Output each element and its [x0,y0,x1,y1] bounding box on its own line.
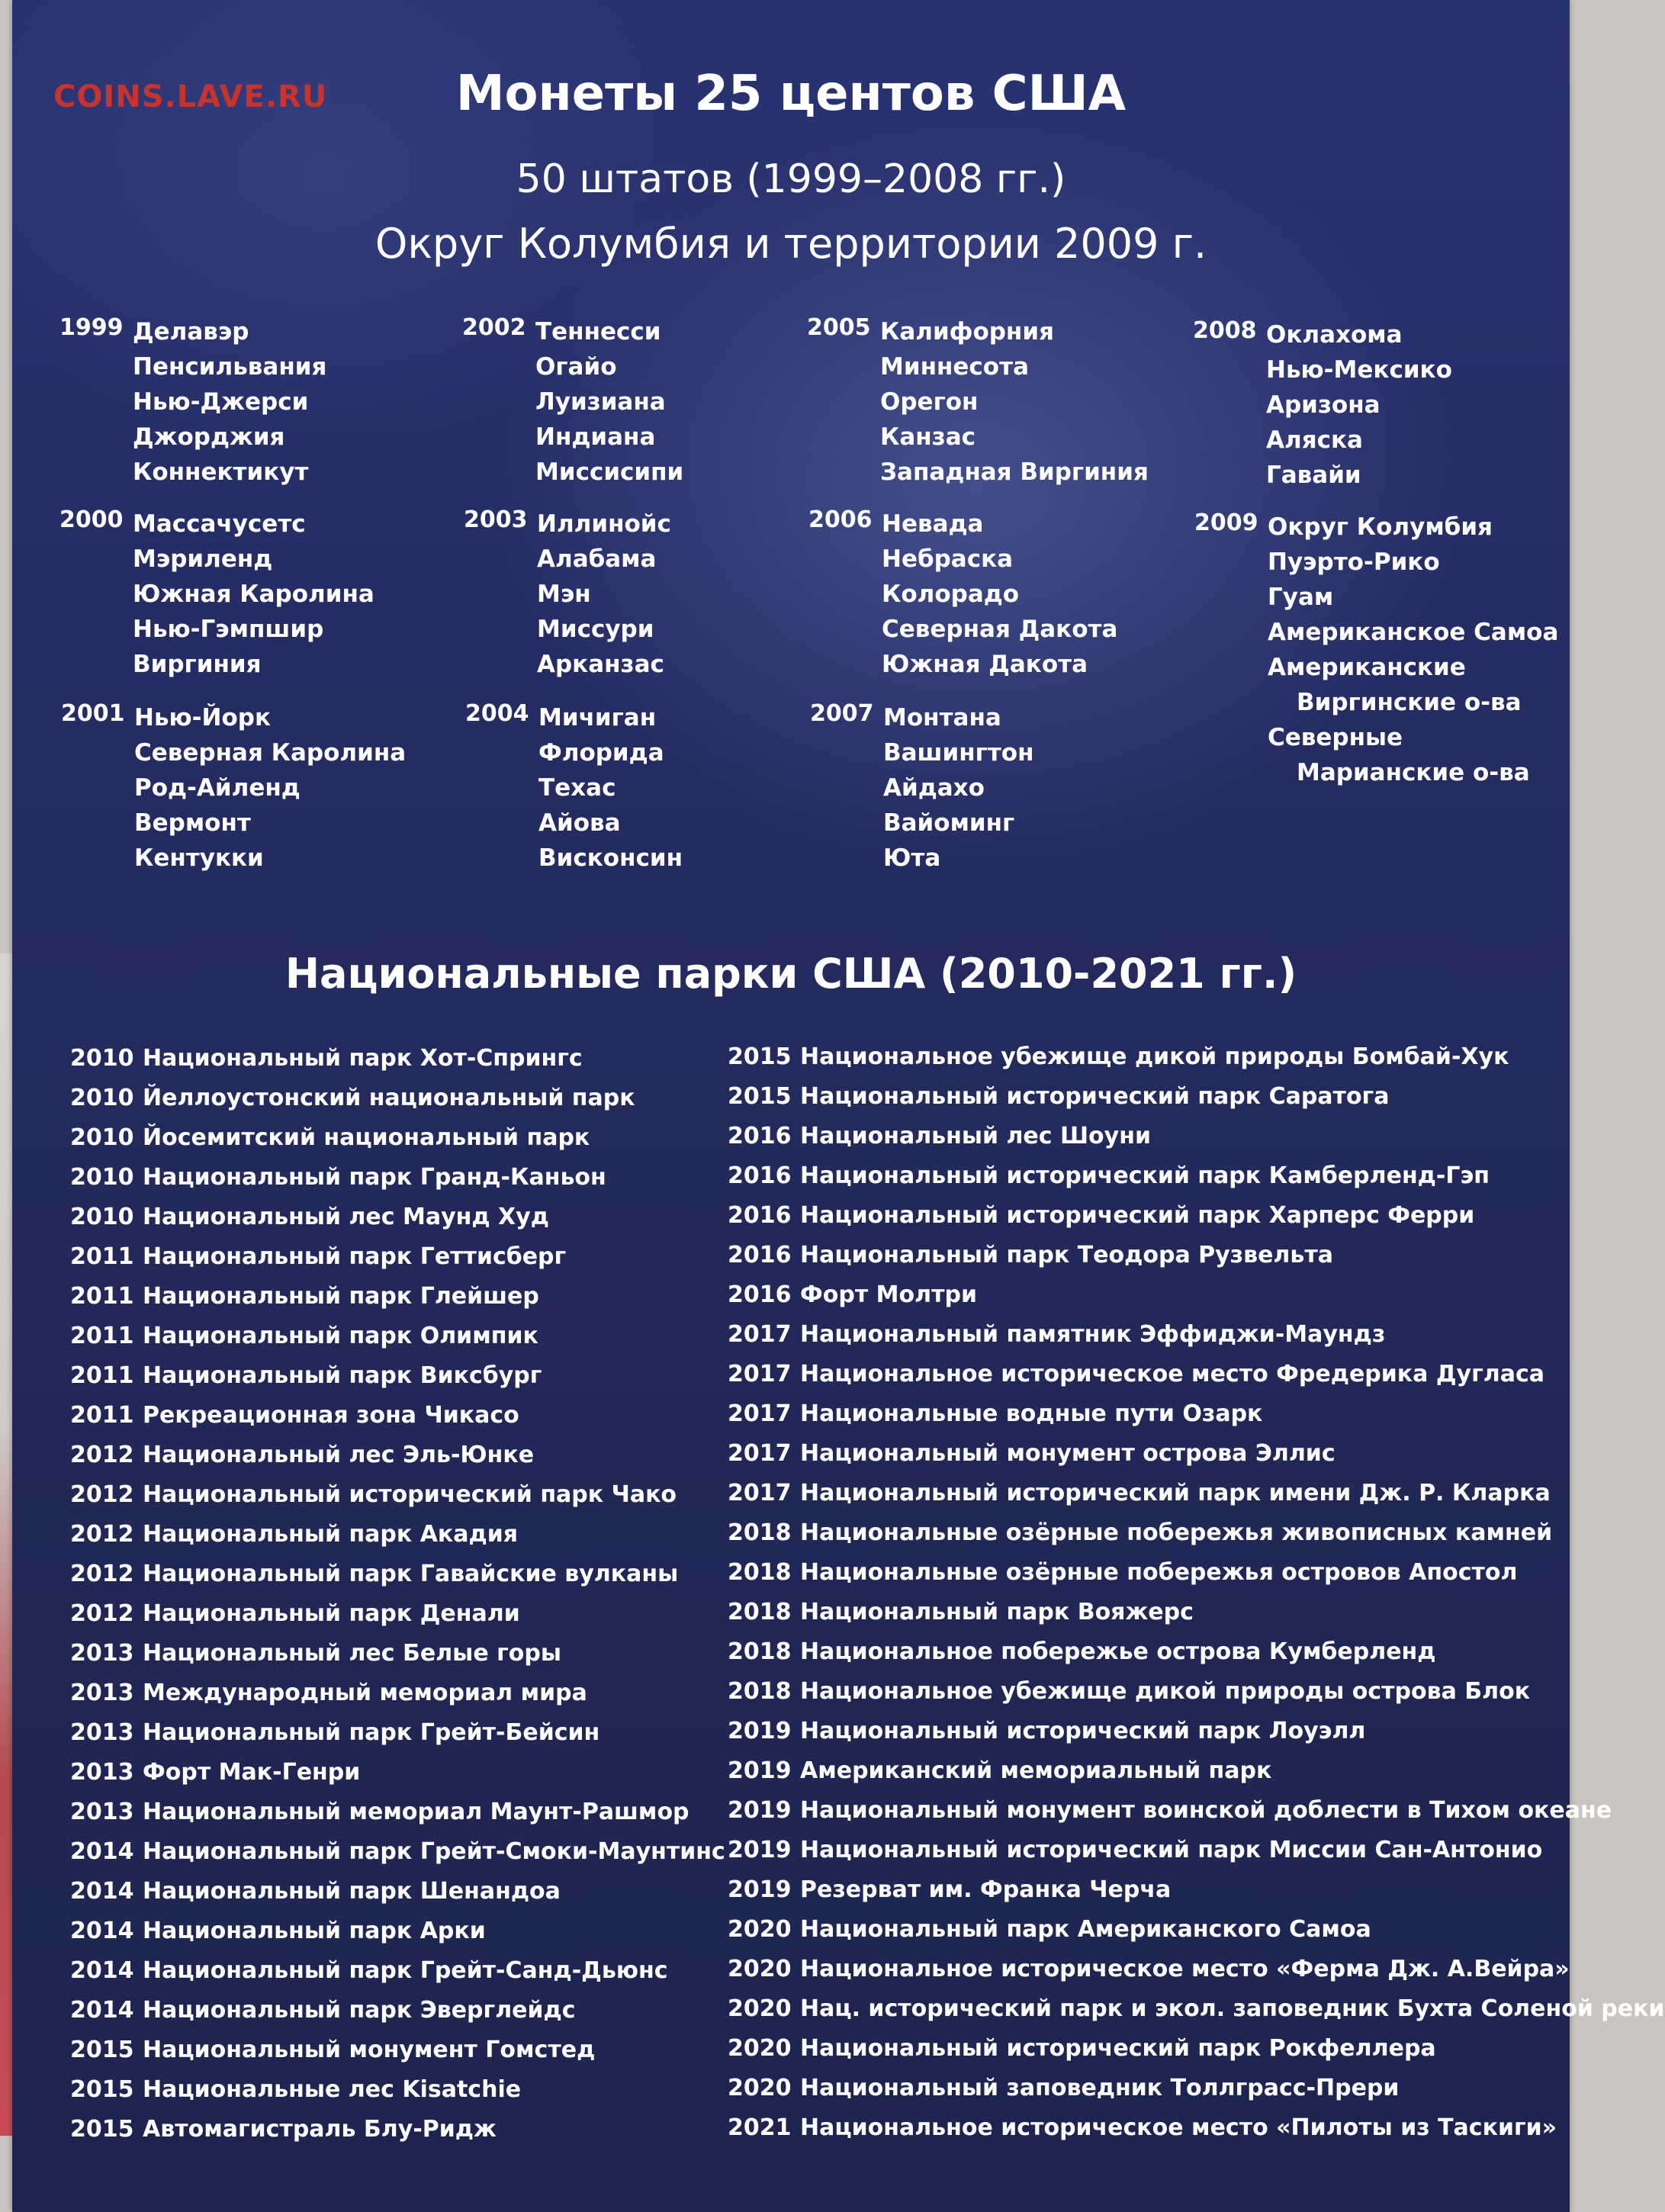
park-name: Национальные озёрные побережья островов Апостол [800,1559,1518,1586]
park-year: 2015 [70,2037,134,2063]
park-row [728,1513,1665,1553]
state-name: Делавэр [133,318,249,346]
watermark: COINS.LAVE.RU [53,79,328,114]
park-row [70,1911,725,1951]
park-year: 2010 [70,1085,134,1111]
state-name: Виргиния [133,651,262,678]
park-name: Национальное убежище дикой природы Бомбай-Хук [800,1043,1509,1070]
park-year: 2012 [70,1442,134,1468]
park-year: 2010 [70,1124,134,1151]
park-name: Йосемитский национальный парк [143,1124,590,1151]
state-name: Пуэрто-Рико [1268,548,1440,576]
state-year: 1999 [59,314,124,341]
park-year: 2019 [728,1876,792,1903]
state-name: Техас [538,774,616,802]
park-name: Национальное историческое место «Пилоты из Таскиги» [800,2114,1557,2141]
park-row [70,1079,725,1118]
park-year: 2020 [728,2035,792,2062]
state-name: Марианские о-ва [1297,759,1530,786]
state-name: Колорадо [882,580,1020,608]
park-row [70,1396,725,1436]
state-name: Оклахома [1266,321,1403,349]
park-row [728,1355,1665,1394]
state-name: Массачусетс [133,510,306,538]
park-row [728,1037,1665,1077]
park-row [70,2030,725,2070]
state-name: Миссисипи [535,458,684,486]
park-row [728,1672,1665,1712]
parks-section-title: Национальные парки США (2010-2021 гг.) [284,950,1297,998]
state-name: Вермонт [134,809,251,837]
state-year: 2002 [462,314,526,341]
park-name: Национальный парк Арки [143,1918,486,1944]
state-name: Монтана [883,704,1001,731]
park-row [70,1277,725,1317]
park-row [70,1951,725,1991]
park-name: Национальный парк Акадия [143,1521,519,1548]
state-name: Нью-Джерси [133,388,309,416]
state-name: Нью-Йорк [134,704,272,731]
state-name: Теннесси [535,318,661,346]
park-year: 2015 [70,2116,134,2143]
park-year: 2019 [728,1757,792,1784]
park-row [728,1275,1665,1315]
park-name: Национальный исторический парк имени Дж. Р. Кларка [800,1480,1551,1506]
park-row [70,1594,725,1634]
park-row [70,1237,725,1277]
park-year: 2017 [728,1321,792,1348]
state-name: Мэн [537,580,591,608]
park-name: Национальный парк Вояжерс [800,1599,1194,1625]
park-row [728,1553,1665,1593]
park-row [728,1077,1665,1117]
park-name: Национальный парк Гавайские вулканы [143,1561,679,1587]
park-year: 2018 [728,1599,792,1625]
park-year: 2018 [728,1638,792,1665]
subtitle-states: 50 штатов (1999–2008 гг.) [516,156,1066,202]
park-year: 2016 [728,1162,792,1189]
park-row [728,1315,1665,1355]
state-name: Виргинские о-ва [1297,689,1522,716]
park-row [70,1673,725,1713]
park-name: Национальный парк Грейт-Санд-Дьюнс [143,1957,668,1984]
park-row [728,1910,1665,1950]
park-year: 2018 [728,1678,792,1705]
park-name: Национальный исторический парк Рокфеллера [800,2035,1436,2062]
park-name: Национальный лес Маунд Худ [143,1204,549,1230]
park-year: 2016 [728,1123,792,1149]
park-name: Национальные озёрные побережья живописных камней [800,1519,1553,1546]
park-year: 2013 [70,1680,134,1706]
state-name: Гавайи [1266,461,1361,489]
state-name: Иллинойс [537,510,671,538]
park-name: Национальный парк Эверглейдс [143,1997,576,2024]
park-row [728,2029,1665,2069]
state-name: Огайо [535,353,617,381]
park-row [70,1555,725,1594]
park-row [70,1436,725,1475]
state-year: 2006 [808,506,873,533]
state-year: 2005 [807,314,871,341]
state-name: Американское Самоа [1268,619,1559,646]
park-year: 2011 [70,1243,134,1270]
park-name: Международный мемориал мира [143,1680,587,1706]
state-name: Айова [538,809,621,837]
park-name: Национальное историческое место Фредерика Дугласа [800,1361,1545,1387]
park-name: Национальный исторический парк Лоуэлл [800,1718,1366,1744]
park-name: Национальный лес Белые горы [143,1640,561,1667]
park-row [728,1474,1665,1513]
state-name: Флорида [538,739,664,767]
park-name: Автомагистраль Блу-Ридж [143,2116,497,2143]
park-row [70,1158,725,1198]
state-name: Южная Дакота [882,651,1088,678]
state-name: Небраска [882,545,1014,573]
park-row [728,1751,1665,1791]
park-name: Национальный лес Эль-Юнке [143,1442,535,1468]
park-year: 2019 [728,1837,792,1863]
state-year: 2007 [810,700,874,727]
park-name: Рекреационная зона Чикасо [143,1402,519,1429]
state-name: Индиана [535,423,656,451]
park-name: Национальный монумент воинской доблести в Тихом океане [800,1797,1612,1824]
park-year: 2020 [728,1956,792,1982]
park-year: 2016 [728,1202,792,1229]
state-year: 2009 [1194,510,1258,536]
state-name: Мичиган [538,704,657,731]
state-year: 2004 [465,700,529,727]
park-year: 2016 [728,1242,792,1268]
state-name: Нью-Гэмпшир [133,616,324,643]
park-row [728,1236,1665,1275]
park-name: Национальный памятник Эффиджи-Маундз [800,1321,1386,1348]
state-name: Айдахо [883,774,985,802]
park-year: 2014 [70,1878,134,1905]
park-year: 2020 [728,1916,792,1943]
park-name: Национальный исторический парк Саратога [800,1083,1390,1110]
park-name: Национальный монумент Гомстед [143,2037,596,2063]
state-name: Род-Айленд [134,774,301,802]
park-year: 2021 [728,2114,792,2141]
state-name: Американские [1268,654,1466,681]
state-name: Висконсин [538,844,683,872]
park-name: Национальный парк Грейт-Бейсин [143,1719,600,1746]
park-name: Национальный исторический парк Камберленд-Гэп [800,1162,1490,1189]
state-name: Миннесота [880,353,1029,381]
state-name: Аризона [1266,391,1381,419]
park-row [70,1118,725,1158]
park-year: 2016 [728,1281,792,1308]
park-name: Резерват им. Франка Черча [800,1876,1172,1903]
park-row [728,1831,1665,1870]
park-year: 2014 [70,1957,134,1984]
park-name: Национальный исторический парк Харперс Ферри [800,1202,1475,1229]
park-row [728,1950,1665,1989]
park-name: Национальное историческое место «Ферма Дж. А.Вейра» [800,1956,1570,1982]
state-year: 2008 [1193,317,1257,344]
state-year: 2003 [464,506,528,533]
park-year: 2019 [728,1797,792,1824]
state-name: Алабама [537,545,657,573]
park-year: 2010 [70,1045,134,1072]
park-row [728,1989,1665,2029]
coin-album-card [12,0,1665,2212]
state-name: Мэриленд [133,545,273,573]
park-year: 2011 [70,1402,134,1429]
park-year: 2011 [70,1323,134,1349]
park-row [728,1434,1665,1474]
park-row [728,1117,1665,1156]
park-name: Форт Молтри [800,1281,977,1308]
state-name: Вашингтон [883,739,1034,767]
park-name: Национальное побережье острова Кумберленд [800,1638,1436,1665]
park-year: 2015 [70,2076,134,2103]
state-name: Гуам [1268,584,1334,611]
parks-list-left [70,1039,725,2149]
park-name: Национальный парк Денали [143,1600,520,1627]
state-name: Округ Колумбия [1268,513,1493,541]
park-name: Национальный заповедник Толлграсс-Прери [800,2075,1400,2101]
park-year: 2017 [728,1361,792,1387]
park-row [70,1475,725,1515]
park-name: Национальный парк Хот-Спрингс [143,1045,583,1072]
park-name: Национальный исторический парк Чако [143,1481,677,1508]
park-name: Национальный парк Шенандоа [143,1878,561,1905]
park-row [70,1198,725,1237]
park-year: 2013 [70,1640,134,1667]
park-year: 2010 [70,1204,134,1230]
park-year: 2020 [728,2075,792,2101]
state-name: Луизиана [535,388,666,416]
park-row [728,1593,1665,1632]
park-row [70,1356,725,1396]
park-year: 2012 [70,1481,134,1508]
state-name: Коннектикут [133,458,309,486]
state-name: Джорджия [133,423,285,451]
park-name: Национальный парк Грейт-Смоки-Маунтинс [143,1838,725,1865]
park-row [70,2070,725,2110]
state-name: Кентукки [134,844,264,872]
state-name: Юта [883,844,941,872]
state-name: Арканзас [537,651,664,678]
park-row [728,1196,1665,1236]
park-year: 2012 [70,1561,134,1587]
park-name: Форт Мак-Генри [143,1759,361,1786]
state-name: Западная Виргиния [880,458,1149,486]
state-year: 2000 [59,506,124,533]
park-name: Национальный мемориал Маунт-Рашмор [143,1799,689,1825]
park-year: 2017 [728,1480,792,1506]
state-name: Южная Каролина [133,580,374,608]
state-name: Северная Дакота [882,616,1118,643]
park-row [728,2108,1665,2148]
park-name: Национальный лес Шоуни [800,1123,1151,1149]
park-year: 2012 [70,1521,134,1548]
park-row [70,1792,725,1832]
park-name: Национальный исторический парк Миссии Сан-Антонио [800,1837,1543,1863]
park-year: 2012 [70,1600,134,1627]
state-name: Пенсильвания [133,353,327,381]
park-year: 2019 [728,1718,792,1744]
park-row [70,1634,725,1673]
park-name: Национальный парк Гранд-Каньон [143,1164,606,1191]
park-name: Национальное убежище дикой природы острова Блок [800,1678,1531,1705]
park-name: Национальные лес Kisatchie [143,2076,522,2103]
state-name: Орегон [880,388,979,416]
park-row [70,1713,725,1753]
state-name: Невада [882,510,984,538]
park-row [70,1317,725,1356]
park-name: Национальный парк Олимпик [143,1323,538,1349]
state-year: 2001 [61,700,125,727]
park-year: 2013 [70,1759,134,1786]
state-name: Вайоминг [883,809,1015,837]
park-year: 2017 [728,1400,792,1427]
parks-list-right [728,1037,1665,2148]
park-year: 2014 [70,1918,134,1944]
park-name: Национальный парк Американского Самоа [800,1916,1371,1943]
park-row [70,1991,725,2030]
park-row [728,2069,1665,2108]
park-row [728,1870,1665,1910]
park-year: 2014 [70,1838,134,1865]
park-year: 2013 [70,1799,134,1825]
state-name: Калифорния [880,318,1054,346]
park-name: Нац. исторический парк и экол. заповедник Бухта Соленой реки [800,1995,1665,2022]
park-row [728,1791,1665,1831]
park-row [728,1394,1665,1434]
park-year: 2015 [728,1083,792,1110]
park-name: Национальный парк Теодора Рузвельта [800,1242,1334,1268]
park-row [70,1039,725,1079]
state-name: Миссури [537,616,654,643]
park-name: Йеллоустонский национальный парк [143,1085,635,1111]
park-name: Национальный парк Геттисберг [143,1243,567,1270]
park-year: 2010 [70,1164,134,1191]
park-year: 2014 [70,1997,134,2024]
park-row [728,1156,1665,1196]
park-name: Национальные водные пути Озарк [800,1400,1263,1427]
park-name: Национальный монумент острова Эллис [800,1440,1336,1467]
park-year: 2018 [728,1519,792,1546]
park-name: Национальный парк Глейшер [143,1283,539,1310]
park-year: 2011 [70,1283,134,1310]
park-row [70,1753,725,1792]
park-year: 2018 [728,1559,792,1586]
park-year: 2017 [728,1440,792,1467]
park-row [70,1832,725,1872]
park-row [70,1515,725,1555]
park-row [728,1712,1665,1751]
page-title: Монеты 25 центов США [455,66,1127,122]
state-name: Северная Каролина [134,739,407,767]
park-year: 2013 [70,1719,134,1746]
state-name: Нью-Мексико [1266,356,1452,384]
park-row [70,1872,725,1911]
park-year: 2011 [70,1362,134,1389]
park-row [70,2110,725,2149]
park-name: Американский мемориальный парк [800,1757,1272,1784]
park-row [728,1632,1665,1672]
park-year: 2020 [728,1995,792,2022]
park-name: Национальный парк Виксбург [143,1362,542,1389]
state-name: Северные [1268,724,1403,751]
state-name: Канзас [880,423,976,451]
park-year: 2015 [728,1043,792,1070]
subtitle-territories: Округ Колумбия и территории 2009 г. [374,220,1207,268]
state-name: Аляска [1266,426,1363,454]
